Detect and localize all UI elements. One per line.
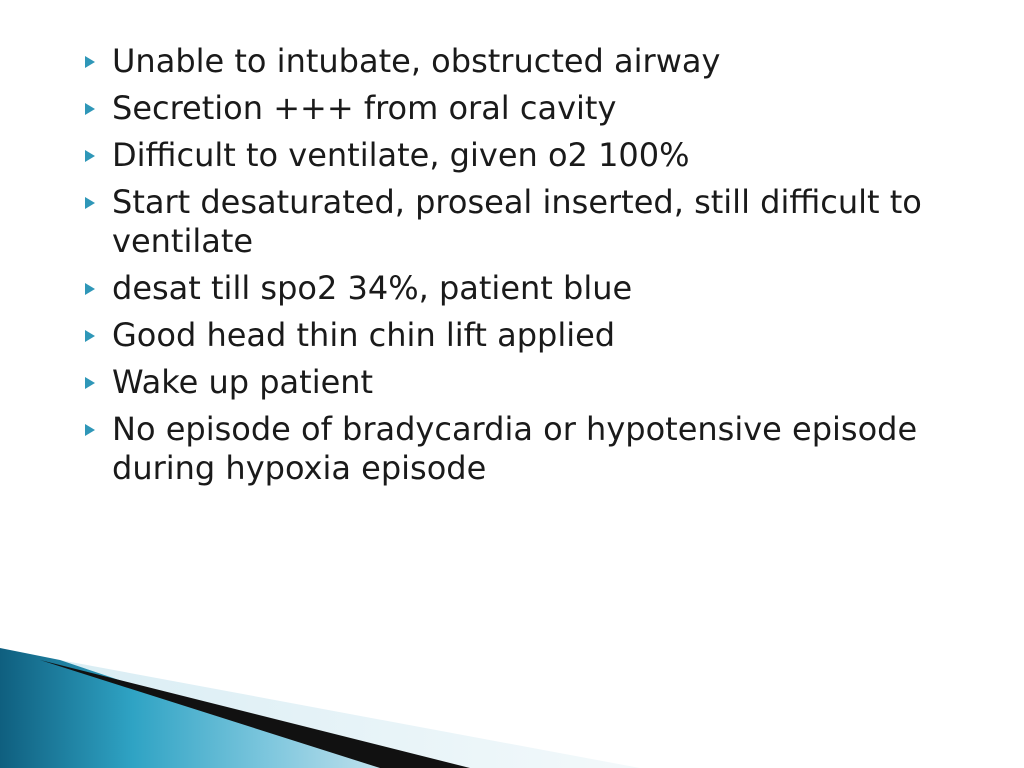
bullet-item	[84, 42, 964, 81]
triangle-right-icon	[84, 316, 112, 355]
bullet-text: No episode of bradycardia or hypotensive episode during hypoxia episode	[112, 410, 918, 487]
bullet-item	[84, 410, 964, 488]
bullet-item	[84, 89, 964, 128]
triangle-right-icon	[84, 410, 112, 449]
triangle-right-icon	[84, 183, 112, 222]
triangle-right-icon	[84, 89, 112, 128]
bullet-item	[84, 136, 964, 175]
wave-blue-band	[0, 648, 380, 768]
triangle-right-icon	[84, 363, 112, 402]
wave-dark-stripe	[40, 660, 470, 768]
bullet-item	[84, 269, 964, 308]
bullet-text: Difficult to ventilate, given o2 100%	[112, 136, 690, 174]
bullet-text: Unable to intubate, obstructed airway	[112, 42, 721, 80]
bullet-item	[84, 363, 964, 402]
bullet-item	[84, 316, 964, 355]
bullet-list	[84, 42, 964, 496]
wave-light-band	[60, 660, 640, 768]
bullet-text: Start desaturated, proseal inserted, still difficult to ventilate	[112, 183, 922, 260]
triangle-right-icon	[84, 136, 112, 175]
triangle-right-icon	[84, 42, 112, 81]
bullet-text: desat till spo2 34%, patient blue	[112, 269, 633, 307]
bullet-item	[84, 183, 964, 261]
bullet-text: Good head thin chin lift applied	[112, 316, 616, 354]
triangle-right-icon	[84, 269, 112, 308]
bullet-text: Wake up patient	[112, 363, 374, 401]
bullet-text: Secretion +++ from oral cavity	[112, 89, 617, 127]
